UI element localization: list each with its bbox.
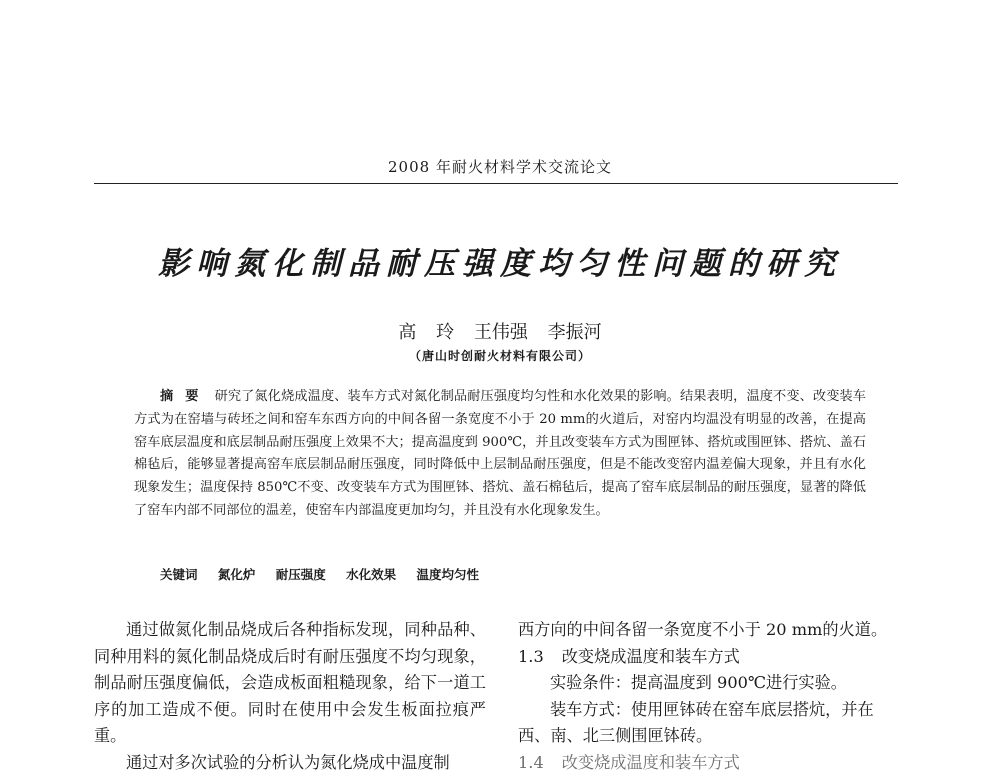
abstract-text: 研究了氮化烧成温度、装车方式对氮化制品耐压强度均匀性和水化效果的影响。结果表明，温度不变、改变装车方式为在窑墙与砖坯之间和窑车东西方向的中间各留一条宽度不小于 20 mm的火道后，对窑内均温没有明显的改善，在提高窑车底层温度和底层制品耐压强度上效果不大；提高温度到 900℃，并且改变装车方式为围匣钵、搭炕或围匣钵、搭炕、盖石棉毡后，能够显著提高窑车底层制品耐压强度，同时降低中上层制品耐压强度，但是不能改变窑内温差偏大现象，并且有水化现象发生；温度保持 850℃不变、改变装车方式为围匣钵、搭炕、盖石棉毡后，提高了窑车底层制品的耐压强度，显著的降低了窑车内部不同部位的温差，使窑车内部温度更加均匀，并且没有水化现象发生。 [134, 389, 866, 518]
running-header: 2008 年耐火材料学术交流论文 [0, 156, 1000, 177]
section-heading-1-4 [518, 750, 908, 776]
keyword: 氮化炉 [218, 567, 256, 582]
paper-title: 影响氮化制品耐压强度均匀性问题的研究 [0, 238, 1000, 283]
keywords-label: 关键词 [160, 567, 198, 582]
section-title: 改变烧成温度和装车方式 [562, 753, 740, 772]
author-affiliation: （唐山时创耐火材料有限公司） [0, 347, 1000, 364]
author-name: 李振河 [548, 322, 602, 343]
body-line: 装车方式：使用匣钵砖在窑车底层搭炕，并在 [518, 697, 908, 724]
section-number: 1.4 [518, 753, 544, 772]
section-title: 改变烧成温度和装车方式 [562, 647, 740, 666]
keyword: 耐压强度 [276, 567, 326, 582]
author-name: 王伟强 [474, 322, 528, 343]
section-number: 1.3 [518, 647, 544, 666]
header-rule [94, 183, 898, 184]
abstract [134, 386, 866, 523]
body-column-left [94, 617, 486, 776]
author-name: 高 玲 [398, 322, 454, 343]
keyword: 水化效果 [346, 567, 396, 582]
keyword: 温度均匀性 [417, 567, 480, 582]
body-paragraph-partial: 通过对多次试验的分析认为氮化烧成中温度制 [94, 750, 486, 776]
body-line: 实验条件：提高温度到 900℃进行实验。 [518, 670, 908, 697]
section-heading-1-3 [518, 644, 908, 671]
body-line: 西方向的中间各留一条宽度不小于 20 mm的火道。 [518, 617, 908, 644]
author-list [0, 318, 1000, 344]
body-line: 西、南、北三侧围匣钵砖。 [518, 723, 908, 750]
body-paragraph: 通过做氮化制品烧成后各种指标发现，同种品种、同种用料的氮化制品烧成后时有耐压强度不均匀现象，制品耐压强度偏低，会造成板面粗糙现象，给下一道工序的加工造成不便。同时在使用中会发生板面拉痕严重。 [94, 617, 486, 750]
body-column-right [518, 617, 908, 776]
abstract-label: 摘要 [160, 389, 211, 404]
keywords [160, 565, 860, 583]
